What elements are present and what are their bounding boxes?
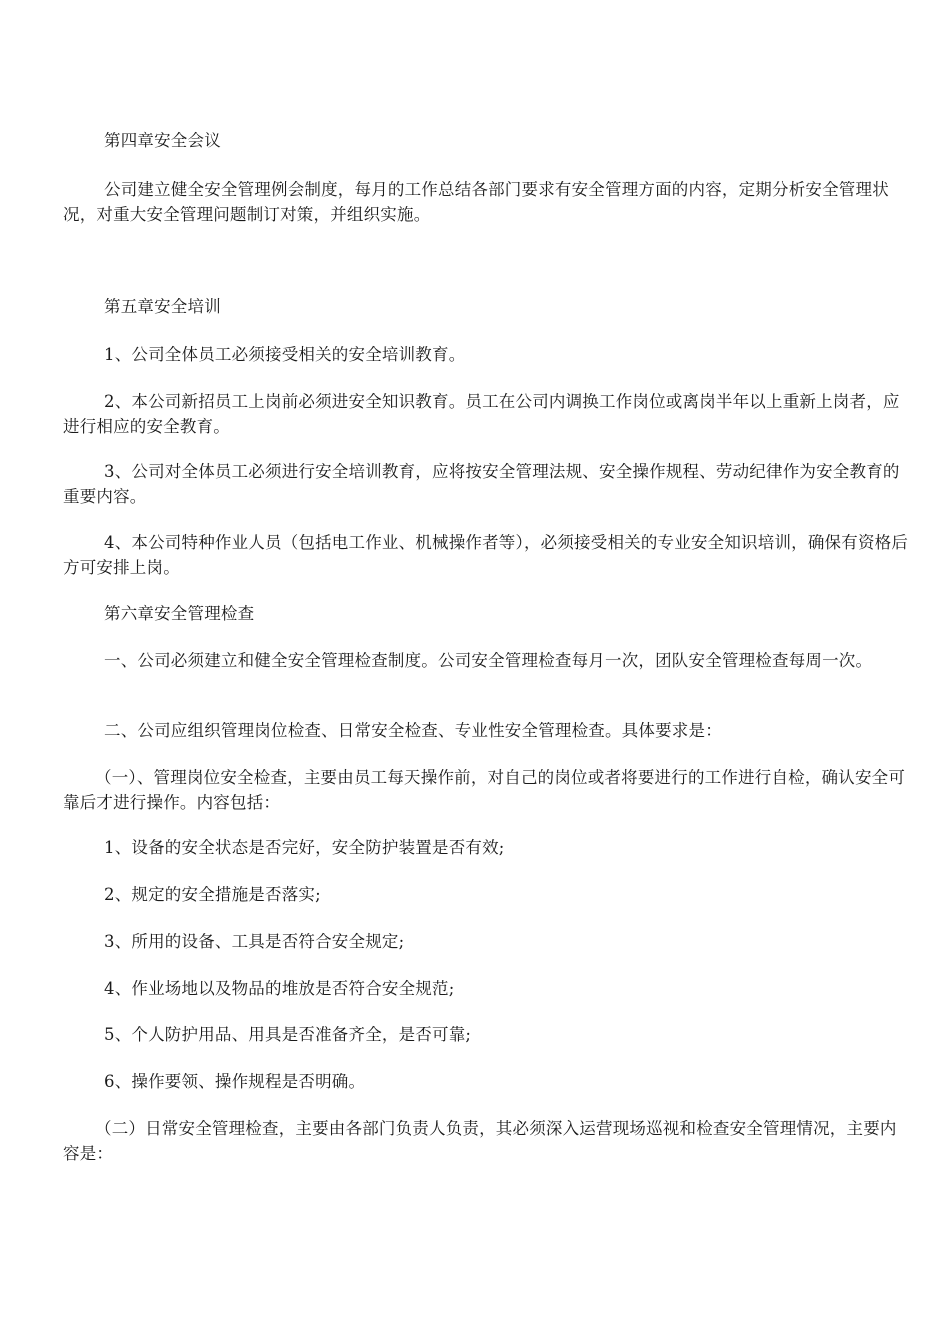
chapter-6-section-1: （一）、管理岗位安全检查，主要由员工每天操作前，对自己的岗位或者将要进行的工作进行自检，确认安全可靠后才进行操作。内容包括： xyxy=(63,768,906,812)
chapter-6-heading: 第六章安全管理检查 xyxy=(104,604,255,623)
chapter-6-paragraph-1: 一、公司必须建立和健全安全管理检查制度。公司安全管理检查每月一次，团队安全管理检查每周一次。 xyxy=(104,651,873,670)
checklist-item-4: 4、作业场地以及物品的堆放是否符合安全规范; xyxy=(104,979,455,998)
checklist-item-5: 5、个人防护用品、用具是否准备齐全，是否可靠; xyxy=(104,1025,472,1044)
checklist-item-3: 3、所用的设备、工具是否符合安全规定; xyxy=(104,932,405,951)
chapter-5-item-1: 1、公司全体员工必须接受相关的安全培训教育。 xyxy=(104,345,466,364)
chapter-6-paragraph-2: 二、公司应组织管理岗位检查、日常安全检查、专业性安全管理检查。具体要求是： xyxy=(104,721,722,740)
chapter-5-item-3: 3、公司对全体员工必须进行安全培训教育，应将按安全管理法规、安全操作规程、劳动纪律作为安全教育的重要内容。 xyxy=(63,462,900,506)
chapter-5-heading: 第五章安全培训 xyxy=(104,297,221,316)
checklist-item-2: 2、规定的安全措施是否落实; xyxy=(104,885,321,904)
checklist-item-6: 6、操作要领、操作规程是否明确。 xyxy=(104,1072,366,1091)
chapter-6-section-2: （二）日常安全管理检查，主要由各部门负责人负责，其必须深入运营现场巡视和检查安全管理情况，主要内容是： xyxy=(63,1119,897,1163)
chapter-5-item-4: 4、本公司特种作业人员（包括电工作业、机械操作者等），必须接受相关的专业安全知识培训，确保有资格后方可安排上岗。 xyxy=(63,533,909,577)
chapter-4-paragraph: 公司建立健全安全管理例会制度，每月的工作总结各部门要求有安全管理方面的内容，定期分析安全管理状况，对重大安全管理问题制订对策，并组织实施。 xyxy=(63,180,889,224)
chapter-4-heading: 第四章安全会议 xyxy=(104,131,221,150)
checklist-item-1: 1、设备的安全状态是否完好，安全防护装置是否有效; xyxy=(104,838,505,857)
chapter-5-item-2: 2、本公司新招员工上岗前必须进安全知识教育。员工在公司内调换工作岗位或离岗半年以上重新上岗者，应进行相应的安全教育。 xyxy=(63,392,900,436)
